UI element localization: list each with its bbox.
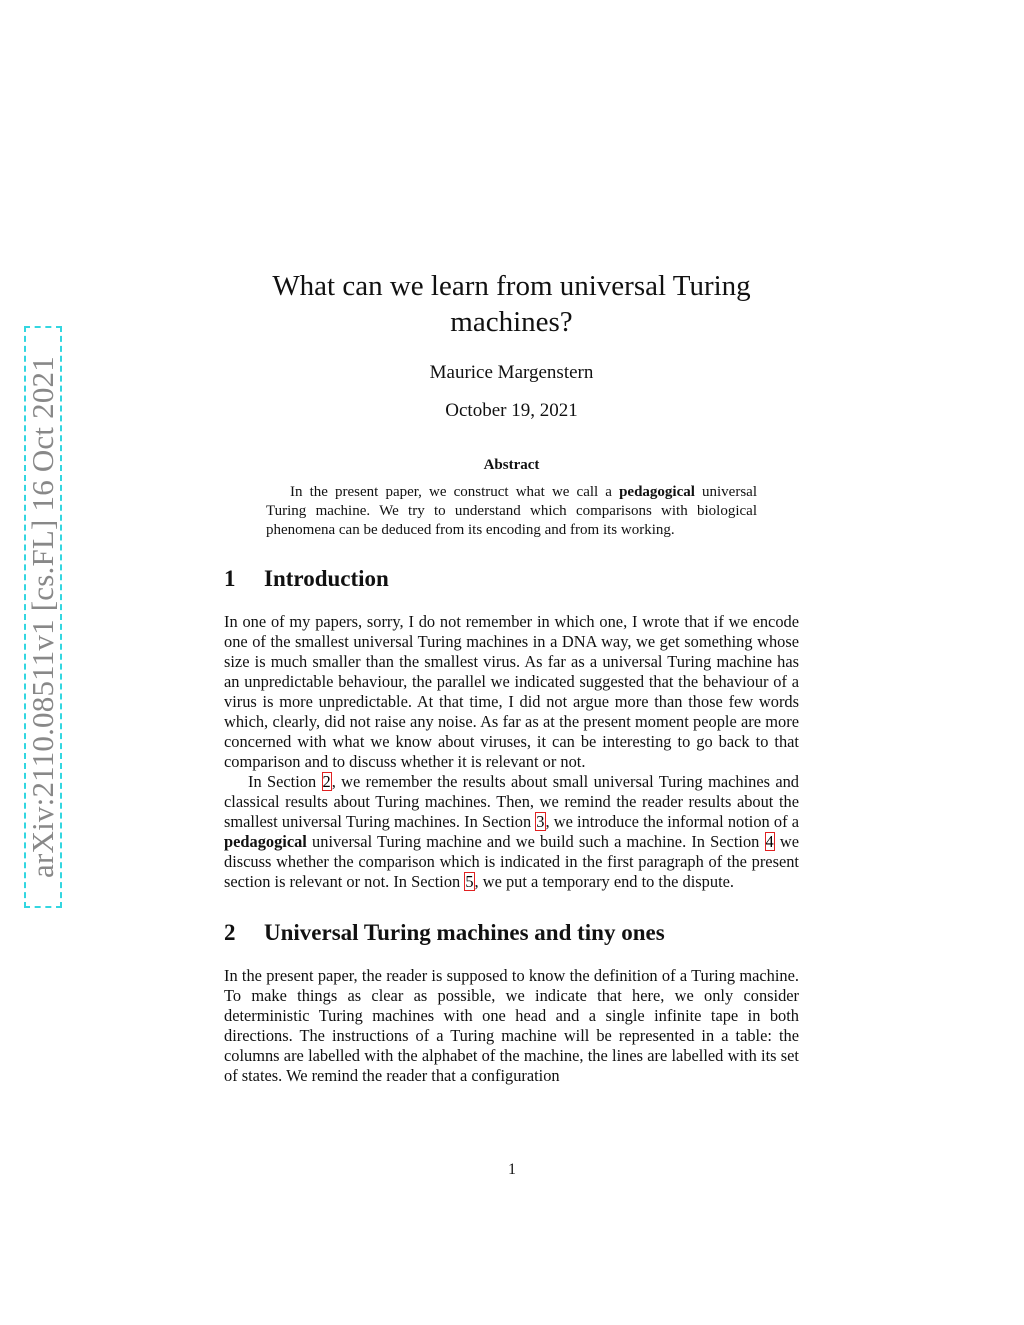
abstract-text-1: In the present paper, we construct what we call a xyxy=(290,484,620,500)
paper-title: What can we learn from universal Turing machines? xyxy=(272,270,751,338)
section-1-title: Introduction xyxy=(264,566,389,591)
section-1-heading xyxy=(224,566,799,592)
paper-date: October 19, 2021 xyxy=(445,400,578,421)
abstract xyxy=(266,456,757,540)
abstract-body xyxy=(266,483,757,540)
p2-text-6: , we put a temporary end to the dispute. xyxy=(474,872,734,891)
section-2-paragraph-1: In the present paper, the reader is supposed to know the definition of a Turing machine. To make things as clear as possible, we indicate that here, we only consider deterministic Turing machines with one head and a single infinite tape in both directions. The instructions of a Turing machine will be represented in a table: the columns are labelled with the alphabet of the machine, the lines are labelled with its set of states. We remind the reader that a configuration xyxy=(224,966,799,1085)
section-3-ref-link[interactable]: 3 xyxy=(536,812,545,831)
abstract-bold-term: pedagogical xyxy=(619,484,695,500)
p2-text-1: In Section xyxy=(248,772,322,791)
p2-text-2: , we remember the results about small universal Turing machines and classical results about Turing machines. Then, we remind the reader results about the smallest universal Turing machines. In Section xyxy=(224,772,800,831)
abstract-heading: Abstract xyxy=(483,457,540,473)
p2-text-5: we discuss whether the comparison which is indicated in the first paragraph of the present section is relevant or not. In Section xyxy=(224,832,800,891)
paper-page xyxy=(224,268,799,1086)
section-1-paragraph-1: In one of my papers, sorry, I do not remember in which one, I wrote that if we encode one of the smallest universal Turing machines in a DNA way, we get something whose size is much smaller than the smallest virus. As far as a universal Turing machine has an unpredictable behaviour, the parallel we indicated suggested that the behaviour of a virus is more unpredictable. At that time, I did not argue more than those few words which, clearly, did not raise any noise. As far as at the present moment people are more concerned with what we know about viruses, it can be interesting to go back to that comparison and to discuss whether it is relevant or not. xyxy=(224,612,799,771)
section-2-heading xyxy=(224,920,799,946)
section-2-number: 2 xyxy=(224,920,236,945)
section-1-number: 1 xyxy=(224,566,236,591)
page-number: 1 xyxy=(508,1161,516,1178)
p2-text-4: universal Turing machine and we build such a machine. In Section xyxy=(306,832,765,851)
section-5-ref-link[interactable]: 5 xyxy=(465,872,474,891)
section-2-title: Universal Turing machines and tiny ones xyxy=(264,920,665,945)
paper-author: Maurice Margenstern xyxy=(429,362,594,383)
p2-text-3: , we introduce the informal notion of a xyxy=(545,812,799,831)
arxiv-identifier: arXiv:2110.08511v1 [cs.FL] 16 Oct 2021 xyxy=(25,356,60,878)
abstract-text-2: universal Turing machine. We try to understand which comparisons with biological phenomena can be deduced from its encoding and from its working. xyxy=(266,484,757,538)
p2-bold-term: pedagogical xyxy=(224,832,307,851)
section-2-ref-link[interactable]: 2 xyxy=(322,772,331,791)
section-4-ref-link[interactable]: 4 xyxy=(765,832,774,851)
section-1-paragraph-2 xyxy=(224,772,799,892)
